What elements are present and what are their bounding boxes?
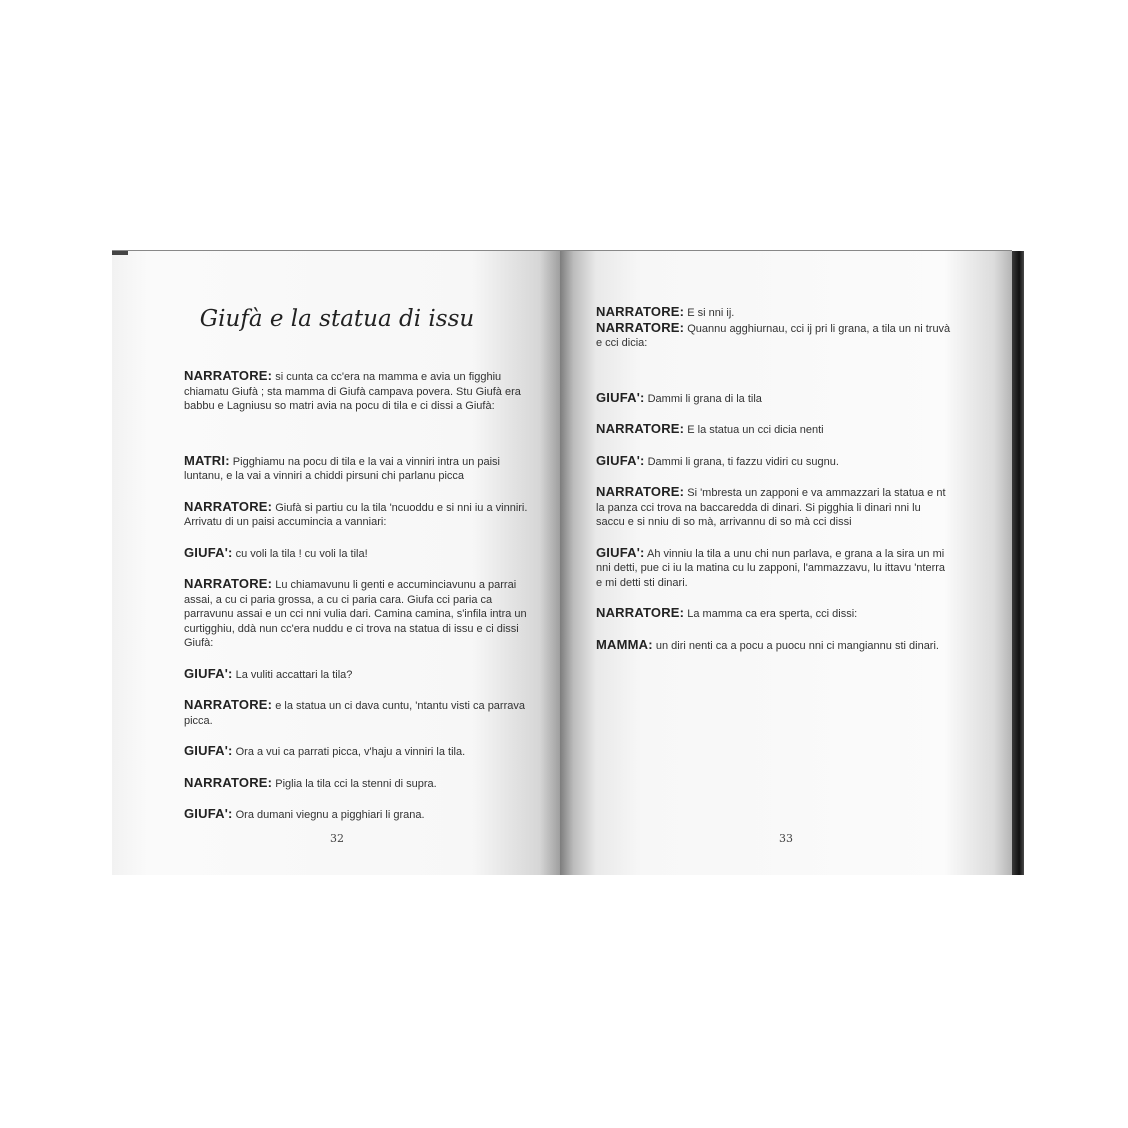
right-page bbox=[560, 250, 1012, 875]
dialogue-text: E si nni ij. bbox=[684, 307, 735, 319]
dialogue-paragraph bbox=[184, 776, 536, 792]
dialogue-paragraph bbox=[596, 305, 952, 321]
speaker-label: NARRATORE: bbox=[596, 605, 685, 620]
dialogue-text: Dammi li grana, ti fazzu vidiri cu sugnu. bbox=[644, 455, 839, 468]
speaker-label: GIUFA': bbox=[184, 544, 233, 560]
speaker-label: NARRATORE: bbox=[184, 774, 273, 790]
dialogue-paragraph bbox=[596, 546, 952, 591]
speaker-label: GIUFA': bbox=[596, 389, 645, 405]
dialogue-paragraph bbox=[596, 454, 952, 470]
dialogue-paragraph bbox=[596, 422, 952, 438]
dialogue-paragraph bbox=[596, 321, 952, 351]
speaker-label: GIUFA': bbox=[184, 665, 233, 681]
dialogue-text: Lu chiamavunu li genti e accuminciavunu a parrai assai, a cu ci paria grossa, a cu ci paria cara. Giufa cci paria ca parravunu assai e un cci nni vulia dari. Camina camina, s'infila intra un curtigghiu, ddà nun cc'era nuddu e ci trova na statua di issu e ci dissi Giufà: bbox=[184, 579, 527, 649]
left-page-text bbox=[184, 369, 536, 839]
speaker-label: NARRATORE: bbox=[184, 498, 273, 514]
dialogue-paragraph bbox=[184, 369, 536, 414]
dialogue-text: Si 'mbresta un zapponi e va ammazzari la statua e nt la panza cci trova na baccaredda di dinari. Si pigghia li dinari nni lu saccu e si nniu di so mà, arrivannu di so mà cci dissi bbox=[596, 487, 946, 528]
left-page bbox=[112, 250, 562, 875]
page-number: 32 bbox=[330, 832, 344, 845]
dialogue-text: La vuliti accattari la tila? bbox=[232, 668, 353, 681]
speaker-label: MAMMA: bbox=[596, 636, 653, 652]
dialogue-text: Pigghiamu na pocu di tila e la vai a vinniri intra un paisi luntanu, e la vai a vinniri a chiddi pirsuni chi parlanu picca bbox=[184, 455, 500, 482]
dialogue-paragraph bbox=[184, 744, 536, 760]
book-spread bbox=[112, 250, 1012, 875]
page-number: 33 bbox=[779, 832, 793, 845]
right-page-text bbox=[596, 305, 952, 669]
speaker-label: NARRATORE: bbox=[184, 697, 273, 712]
book-edge bbox=[1012, 251, 1024, 875]
dialogue-paragraph bbox=[184, 807, 536, 823]
speaker-label: GIUFA': bbox=[596, 452, 645, 468]
dialogue-text: La mamma ca era sperta, cci dissi: bbox=[684, 608, 858, 620]
dialogue-paragraph bbox=[596, 485, 952, 530]
dialogue-text: si cunta ca cc'era na mamma e avia un figghiu chiamatu Giufà ; sta mamma di Giufà campava povera. Stu Giufà era babbu e Lagniusu so matri avia na pocu di tila e ci dissi a Giufà: bbox=[184, 371, 521, 412]
dialogue-paragraph bbox=[184, 577, 536, 651]
dialogue-text: Dammi li grana di la tila bbox=[644, 392, 762, 405]
dialogue-paragraph bbox=[596, 391, 952, 407]
speaker-label: NARRATORE: bbox=[184, 368, 273, 383]
speaker-label: GIUFA': bbox=[596, 544, 645, 560]
story-title: Giufà e la statua di issu bbox=[199, 306, 475, 332]
dialogue-text: Ah vinniu la tila a unu chi nun parlava, e grana a la sira un mi nni detti, pue ci iu la matina cu lu zapponi, l'ammazzavu, lu ittavu 'nterra e mi detti sti dinari. bbox=[596, 547, 946, 589]
speaker-label: MATRI: bbox=[184, 452, 230, 468]
speaker-label: NARRATORE: bbox=[596, 421, 685, 436]
dialogue-text: Ora dumani viegnu a pigghiari li grana. bbox=[232, 809, 425, 821]
speaker-label: NARRATORE: bbox=[596, 484, 685, 499]
dialogue-paragraph bbox=[596, 606, 952, 622]
dialogue-text: Ora a vui ca parrati picca, v'haju a vinniri la tila. bbox=[232, 746, 466, 758]
dialogue-text: E la statua un cci dicia nenti bbox=[684, 424, 824, 436]
dialogue-text: Quannu agghiurnau, cci ij pri li grana, a tila un ni truvà e cci dicia: bbox=[596, 322, 951, 349]
dialogue-paragraph bbox=[184, 500, 536, 530]
dialogue-text: Piglia la tila cci la stenni di supra. bbox=[272, 777, 437, 790]
dialogue-paragraph bbox=[184, 667, 536, 683]
dialogue-paragraph bbox=[184, 698, 536, 728]
dialogue-text: e la statua un ci dava cuntu, 'ntantu visti ca parrava picca. bbox=[184, 700, 525, 727]
dialogue-paragraph bbox=[184, 454, 536, 484]
speaker-label: GIUFA': bbox=[184, 743, 233, 758]
speaker-label: NARRATORE: bbox=[184, 576, 273, 591]
dialogue-paragraph bbox=[184, 546, 536, 562]
speaker-label: NARRATORE: bbox=[596, 304, 685, 319]
speaker-label: NARRATORE: bbox=[596, 319, 685, 335]
dialogue-text: un diri nenti ca a pocu a puocu nni ci mangiannu sti dinari. bbox=[652, 639, 939, 652]
speaker-label: GIUFA': bbox=[184, 806, 233, 821]
dialogue-text: cu voli la tila ! cu voli la tila! bbox=[232, 547, 368, 560]
dialogue-text: Giufà si partiu cu la tila 'ncuoddu e si nni iu a vinniri. Arrivatu di un paisi accumincia a vanniari: bbox=[184, 501, 528, 528]
dialogue-paragraph bbox=[596, 638, 952, 654]
